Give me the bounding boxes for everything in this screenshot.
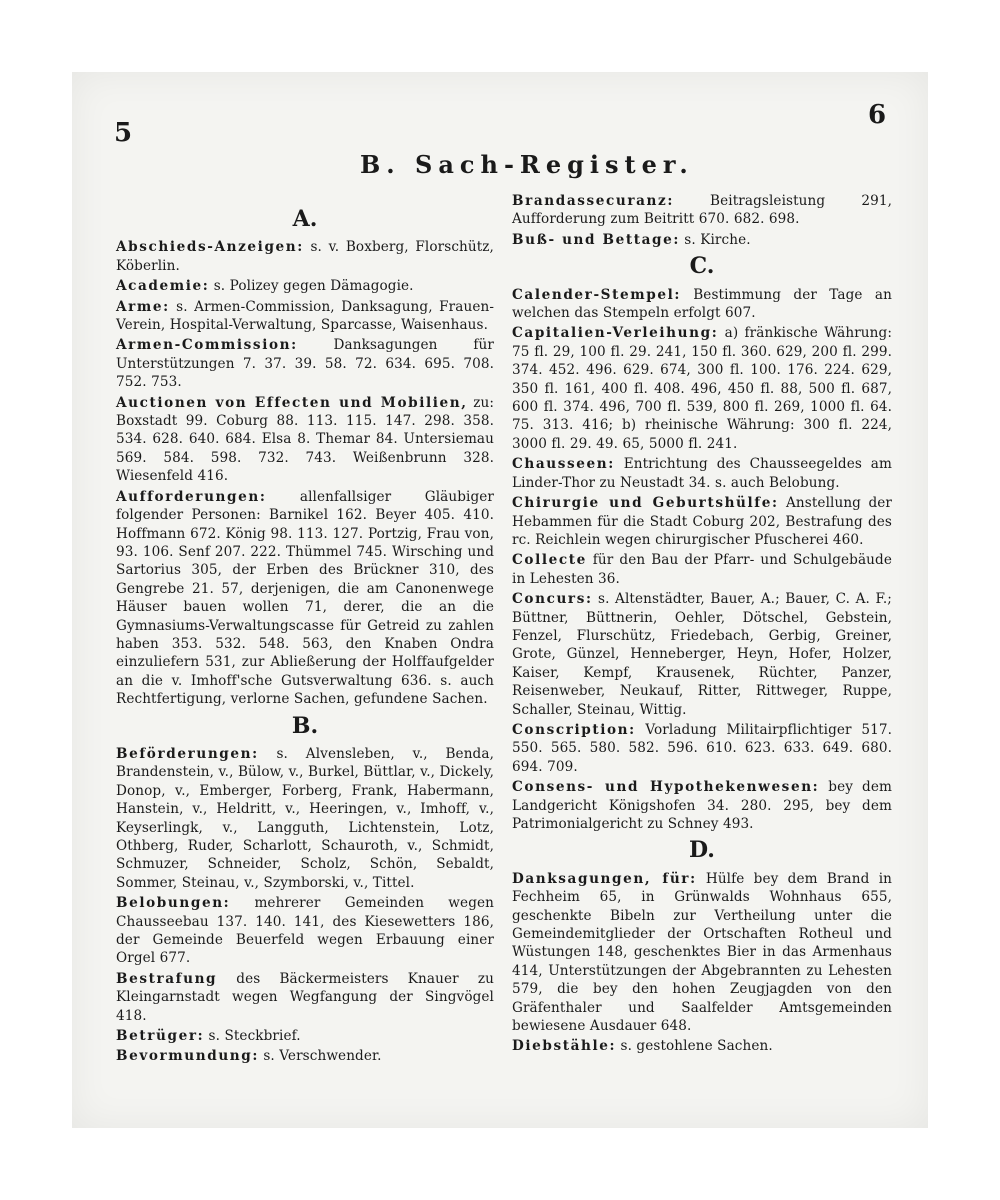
index-entry (116, 1047, 494, 1065)
index-entry (116, 336, 494, 391)
entry-text: s. Kirche. (684, 231, 751, 248)
index-entry (512, 192, 892, 229)
index-entry (512, 551, 892, 588)
right-column (512, 192, 892, 1058)
entry-term: Danksagungen, für: (512, 870, 697, 887)
index-entry (512, 455, 892, 492)
entry-term: Beförderungen: (116, 745, 259, 762)
index-entry (512, 231, 892, 249)
entry-term: Chausseen: (512, 456, 615, 473)
entry-term: Betrüger: (116, 1028, 205, 1045)
entry-term: Abschieds-Anzeigen: (116, 239, 304, 256)
index-entry (512, 721, 892, 776)
entry-term: Armen-Commission: (116, 337, 298, 354)
entry-term: Chirurgie und Geburtshülfe: (512, 495, 779, 512)
entry-text: Danksagungen für Unterstützungen 7. 37. 39. 58. 72. 634. 695. 708. 752. 753. (116, 337, 494, 391)
entry-text: bey dem Landgericht Königshofen 34. 280. 295, bey dem Patrimonialgericht zu Schney 493. (512, 779, 892, 832)
index-entry (116, 277, 494, 295)
entry-term: Collecte (512, 552, 587, 569)
index-entry (512, 870, 892, 1036)
entry-text: Anstellung der Hebammen für die Stadt Coburg 202, Bestrafung des rc. Reichlein wegen chirurgischer Pfuscherei 460. (512, 495, 892, 548)
entry-text: mehrerer Gemeinden wegen Chausseebau 137. 140. 141, des Kiesewetters 186, der Gemeinde Beuerfeld wegen Erbauung einer Orgel 677. (116, 895, 494, 967)
entry-text: Vorladung Militairpflichtiger 517. 550. 565. 580. 582. 596. 610. 623. 633. 649. 680. 694. 709. (512, 721, 892, 775)
entry-text: s. Verschwender. (263, 1048, 382, 1065)
entry-text: s. Polizey gegen Dämagogie. (213, 278, 414, 295)
entry-term: Auctionen von Effecten und Mobilien, (116, 394, 468, 411)
index-entry (116, 298, 494, 335)
index-entry (116, 394, 494, 486)
entry-text: Bestimmung der Tage an welchen das Stempeln erfolgt 607. (512, 286, 892, 322)
page-number-right: 6 (868, 100, 887, 130)
entry-term: Calender-Stempel: (512, 286, 681, 303)
page-number-left: 5 (114, 118, 133, 148)
index-entry (512, 286, 892, 323)
entry-term: Bestrafung (116, 970, 218, 987)
entry-text: des Bäckermeisters Knauer zu Kleingarnstadt wegen Wegfangung der Singvögel 418. (116, 970, 494, 1024)
entry-text: Hülfe bey dem Brand in Fechheim 65, in Grünwalds Wohnhaus 655, geschenkte Bibeln zur Vertheilung unter die Gemeindemitglieder der Ortschaften Rotheul und Wüstungen 148, geschenktes Bier in das Armenhaus 414, Unterstützungen der Abgebrannten zu Lehesten 579, die bey den hohen Zeugjagden von den Gräfenthaler und Saalfelder Amtsgemeinden bewiesene Ausdauer 648. (512, 870, 892, 1035)
index-entry (116, 1027, 494, 1045)
entry-text: a) fränkische Währung: 75 fl. 29, 100 fl. 29. 241, 150 fl. 360. 629, 200 fl. 299. 374. 452. 496. 629. 674, 300 fl. 100. 176. 224. 629, 350 fl. 161, 400 fl. 408. 496, 450 fl. 88, 500 fl. 687, 600 fl. 374. 496, 700 fl. 539, 800 fl. 269, 1000 fl. 64. 75. 313. 416; b) rheinische Währung: 300 fl. 224, 3000 fl. 29. 49. 65, 5000 fl. 241. (512, 325, 892, 452)
entry-text: s. Armen-Commission, Danksagung, Frauen-Verein, Hospital-Verwaltung, Sparcasse, Waisenhaus. (116, 298, 495, 334)
entry-text: allenfallsiger Gläubiger folgender Personen: Barnikel 162. Beyer 405. 410. Hoffmann 672. König 98. 113. 127. Portzig, Frau von, 93. 106. Senf 207. 222. Thümmel 745. Wirsching und Sartorius 305, der Erben des Brückner 310, des Gengrebe 21. 57, derjenigen, die am Canonenwege Häuser bauen wollen 71, derer, die an die Gymnasiums-Verwaltungscasse für Getreid zu zahlen haben 353. 532. 548. 563, den Knaben Ondra einzuliefern 531, zur Abließerung der Holffaufgelder an die v. Imhoff'sche Gutsverwaltung 636. s. auch Rechtfertigung, verlorne Sachen, gefundene Sachen. (116, 488, 494, 708)
index-entry (512, 590, 892, 719)
entry-text: s. gestohlene Sachen. (620, 1038, 773, 1055)
entry-term: Bevormundung: (116, 1048, 260, 1065)
entry-text: Beitragsleistung 291, Aufforderung zum Beitritt 670. 682. 698. (512, 193, 892, 228)
section-letter-b: B. (291, 712, 319, 739)
entry-text: s. Alvensleben, v., Benda, Brandenstein, v., Bülow, v., Burkel, Büttlar, v., Dickely, Donop, v., Emberger, Forberg, Frank, Habermann, Hanstein, v., Heldritt, v., Heeringen, v., Imhoff, v., Keyserlingk, v., Langguth, Lichtenstein, Lotz, Othberg, Ruder, Scharlott, Schauroth, v., Schmidt, Schmuzer, Schneider, Scholz, Schön, Sebaldt, Sommer, Steinau, v., Szymborski, v., Tittel. (116, 745, 494, 891)
section-letter-c: C. (689, 253, 715, 280)
index-entry (116, 745, 494, 892)
entry-text: s. Steckbrief. (208, 1028, 301, 1045)
entry-term: Aufforderungen: (116, 488, 267, 505)
section-letter-a: A. (292, 206, 318, 232)
entry-term: Diebstähle: (512, 1038, 617, 1055)
index-entry (116, 894, 494, 968)
page-title: B. Sach-Register. (360, 150, 694, 179)
left-column (116, 202, 494, 1068)
entry-term: Brandassecuranz: (512, 193, 674, 209)
index-entry (116, 488, 494, 709)
entry-term: Consens- und Hypothekenwesen: (512, 779, 820, 796)
index-entry (116, 238, 494, 275)
entry-term: Belobungen: (116, 895, 231, 912)
section-letter-d: D. (689, 837, 715, 864)
entry-term: Arme: (116, 298, 170, 315)
entry-text: s. Altenstädter, Bauer, A.; Bauer, C. A. F.; Büttner, Büttnerin, Oehler, Dötschel, Gebstein, Fenzel, Flurschütz, Friedebach, Gerbig, Greiner, Grote, Günzel, Henneberger, Heyn, Hofer, Holzer, Kaiser, Kempf, Krausenek, Rüchter, Panzer, Reisenweber, Neukauf, Ritter, Rittweger, Ruppe, Schaller, Steinau, Wittig. (512, 591, 892, 718)
index-entry (512, 778, 892, 833)
entry-term: Buß- und Bettage: (512, 231, 680, 248)
entry-text: für den Bau der Pfarr- und Schulgebäude in Lehesten 36. (512, 552, 892, 587)
index-entry (512, 494, 892, 549)
entry-text: zu: Boxstadt 99. Coburg 88. 113. 115. 147. 298. 358. 534. 628. 640. 684. Elsa 8. Themar 84. Untersiemau 569. 584. 598. 732. 743. Weißenbrunn 328. Wiesenfeld 416. (116, 394, 494, 485)
entry-term: Concurs: (512, 591, 593, 608)
entry-text: Entrichtung des Chausseegeldes am Linder-Thor zu Neustadt 34. s. auch Belobung. (512, 456, 892, 491)
index-entry (512, 324, 892, 453)
entry-text: s. v. Boxberg, Florschütz, Köberlin. (116, 239, 494, 274)
entry-term: Conscription: (512, 721, 636, 738)
entry-term: Academie: (116, 278, 210, 295)
entry-term: Capitalien-Verleihung: (512, 325, 719, 342)
index-entry (512, 1037, 892, 1055)
index-entry (116, 970, 494, 1025)
